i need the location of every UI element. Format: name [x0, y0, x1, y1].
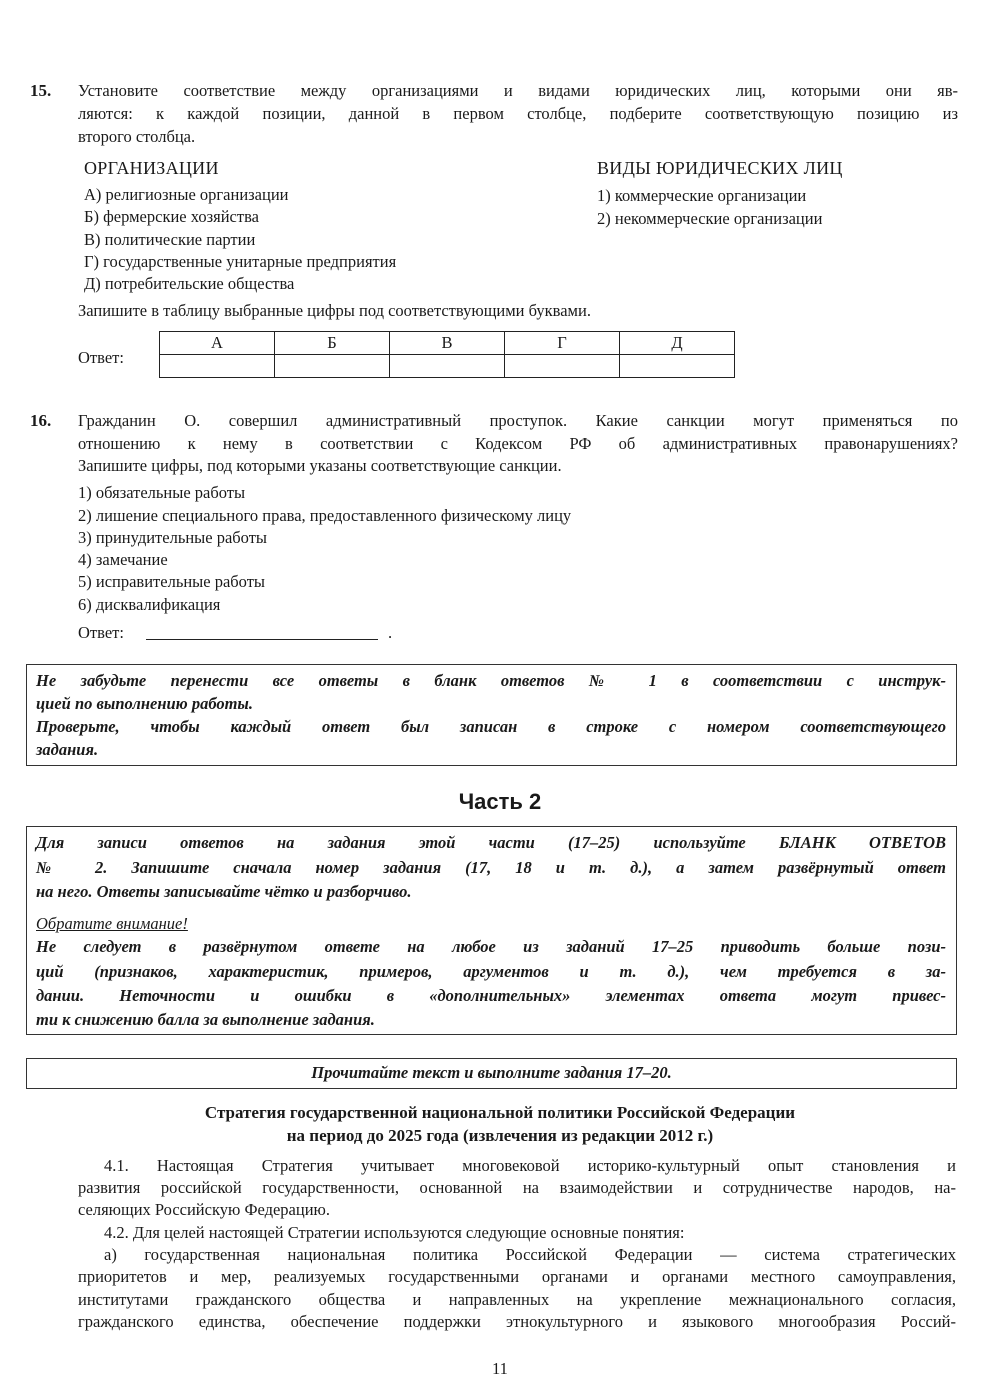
source-text-line: 4.2. Для целей настоящей Стратегии используются следующие основные понятия:: [104, 1223, 685, 1242]
organization-item: Д) потребительские общества: [84, 274, 295, 293]
page-number: 11: [492, 1359, 508, 1378]
sanction-option: 5) исправительные работы: [78, 572, 266, 591]
question-16-text-line: отношению к нему в соответствии с Кодексом РФ об административных правонарушениях?: [78, 434, 958, 453]
source-title-line: Стратегия государственной национальной политики Российской Федерации: [204, 1103, 796, 1122]
answer-cell[interactable]: [275, 355, 390, 378]
part2-instructions-box: [26, 826, 957, 1035]
question-15-number: 15.: [30, 81, 52, 100]
source-text-line: развития российской государственности, основанной на взаимодействии и сотрудничестве народов, на-: [78, 1178, 956, 1197]
table-instruction: Запишите в таблицу выбранные цифры под соответствующими буквами.: [78, 301, 591, 320]
read-text-box: [26, 1058, 957, 1089]
part-title: Часть 2: [458, 789, 542, 814]
part2-instruction-line: на него. Ответы записывайте чётко и разборчиво.: [36, 882, 412, 901]
question-16-text-line: Запишите цифры, под которыми указаны соответствующие санкции.: [78, 456, 562, 475]
source-text-line: гражданского единства, обеспечение поддержки этнокультурного и языкового многообразия Россий-: [78, 1312, 956, 1331]
part2-instruction-line: Для записи ответов на задания этой части (17–25) используйте БЛАНК ОТВЕТОВ: [36, 833, 946, 852]
organization-item: В) политические партии: [84, 230, 256, 249]
sanction-option: 6) дисквалификация: [78, 595, 221, 614]
reminder-line: цией по выполнению работы.: [36, 694, 253, 713]
sanction-option: 1) обязательные работы: [78, 483, 246, 502]
reminder-line: Проверьте, чтобы каждый ответ был записан в строке с номером соответствующего: [36, 717, 946, 736]
organization-item: Б) фермерские хозяйства: [84, 207, 259, 226]
legal-entities-header: ВИДЫ ЮРИДИЧЕСКИХ ЛИЦ: [597, 158, 843, 178]
question-16-text-line: Гражданин О. совершил административный проступок. Какие санкции могут применяться по: [78, 411, 958, 430]
source-text-line: приоритетов и мер, реализуемых государственными органами и органами местного самоуправления,: [78, 1267, 956, 1286]
question-15-text-line: ляются: к каждой позиции, данной в первом столбце, подберите соответствующую позицию из: [78, 104, 958, 123]
answer-table-header: Г: [505, 332, 620, 355]
legal-entity-item: 1) коммерческие организации: [597, 186, 807, 205]
attention-line: ций (признаков, характеристик, примеров, аргументов и т. д.), чем требуется в за-: [36, 962, 946, 981]
attention-line: Не следует в развёрнутом ответе на любое из заданий 17–25 приводить больше пози-: [36, 937, 946, 956]
organization-item: А) религиозные организации: [84, 185, 289, 204]
reminder-line: задания.: [36, 740, 99, 759]
answer-label: Ответ:: [78, 348, 124, 367]
attention-line: дании. Неточности и ошибки в «дополнительных» элементах ответа могут привес-: [36, 986, 946, 1005]
sanction-option: 4) замечание: [78, 550, 168, 569]
reminder-line: Не забудьте перенести все ответы в бланк ответов № 1 в соответствии с инструк-: [36, 671, 946, 690]
answer-blank-line[interactable]: [146, 622, 378, 640]
reminder-box: [26, 664, 957, 766]
answer-cell[interactable]: [390, 355, 505, 378]
answer-table: [159, 331, 735, 378]
question-15-text-line: Установите соответствие между организациями и видами юридических лиц, которыми они яв-: [78, 81, 958, 100]
read-text-instruction: Прочитайте текст и выполните задания 17–20.: [311, 1063, 672, 1082]
part2-instruction-line: № 2. Запишите сначала номер задания (17, 18 и т. д.), а затем развёрнутый ответ: [36, 858, 946, 877]
organizations-header: ОРГАНИЗАЦИИ: [84, 158, 219, 178]
answer-table-header: Б: [275, 332, 390, 355]
answer-cell[interactable]: [160, 355, 275, 378]
source-text-line: селяющих Российскую Федерацию.: [78, 1200, 330, 1219]
answer-cell[interactable]: [505, 355, 620, 378]
answer-table-header: Д: [620, 332, 735, 355]
attention-line: ти к снижению балла за выполнение задания.: [36, 1010, 375, 1029]
answer-label: Ответ:: [78, 623, 124, 642]
source-title-line: на период до 2025 года (извлечения из редакции 2012 г.): [286, 1126, 714, 1145]
legal-entity-item: 2) некоммерческие организации: [597, 209, 823, 228]
organization-item: Г) государственные унитарные предприятия: [84, 252, 397, 271]
sanction-option: 3) принудительные работы: [78, 528, 268, 547]
answer-cell[interactable]: [620, 355, 735, 378]
source-text-line: а) государственная национальная политика Российской Федерации — система стратегических: [104, 1245, 956, 1264]
sanction-option: 2) лишение специального права, предоставленного физическому лицу: [78, 506, 572, 525]
question-15-text-line: второго столбца.: [78, 127, 196, 146]
source-text-line: 4.1. Настоящая Стратегия учитывает многовековой историко-культурный опыт становления и: [104, 1156, 956, 1175]
answer-period: .: [388, 623, 393, 642]
answer-table-header: В: [390, 332, 505, 355]
question-16-number: 16.: [30, 411, 52, 430]
answer-table-header: А: [160, 332, 275, 355]
source-text-line: институтами гражданского общества и направленных на укрепление межнационального согласия,: [78, 1290, 956, 1309]
attention-heading: Обратите внимание!: [36, 914, 188, 933]
